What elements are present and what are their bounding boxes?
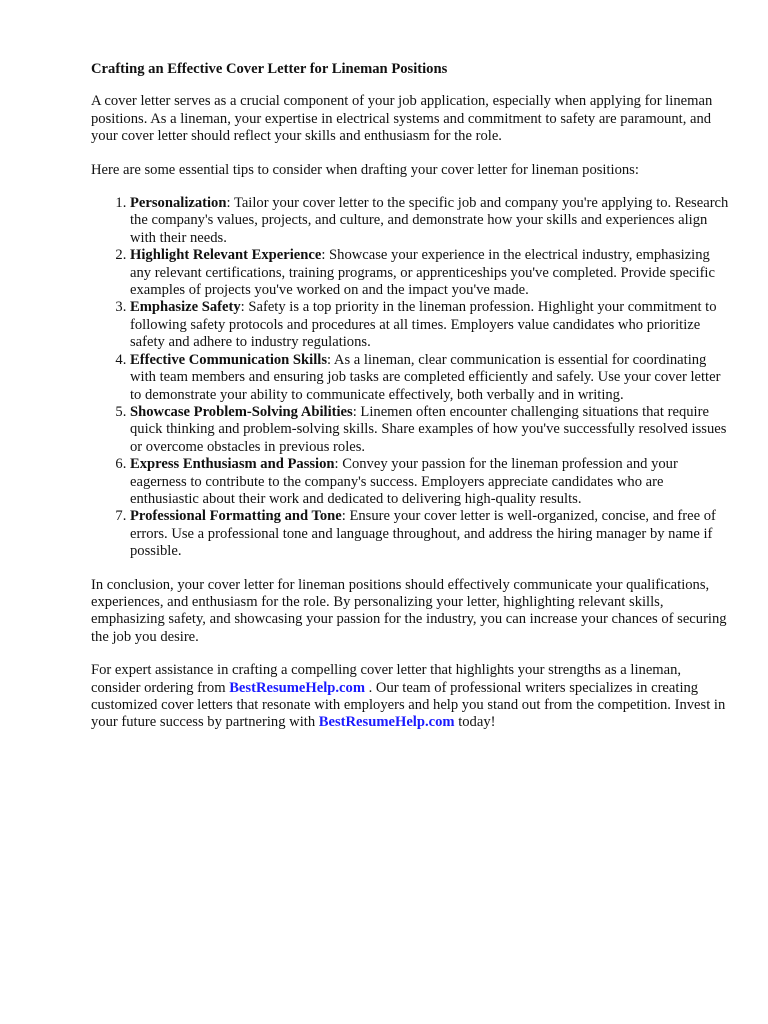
tip-separator: : — [226, 195, 234, 212]
tip-text: Tailor your cover letter to the specific job and company you're applying to. Research the company's values, projects, and culture, and demonstrate how your skills and experiences align with their needs. — [130, 195, 729, 246]
list-item — [130, 508, 731, 560]
tip-text: Ensure your cover letter is well-organized, concise, and free of errors. Use a professional tone and language throughout, and address the hiring manager by name if possible. — [130, 508, 716, 560]
tip-separator: : — [352, 403, 361, 420]
tip-text: Showcase your experience in the electrical industry, emphasizing any relevant certifications, training programs, or apprenticeships you've completed. Provide specific examples of projects you've worked on and the impact you've made. — [130, 247, 715, 299]
tip-term: Emphasize Safety — [130, 299, 241, 316]
tip-separator: : — [334, 456, 343, 473]
tips-intro-paragraph: Here are some essential tips to consider when drafting your cover letter for lineman positions: — [91, 161, 639, 178]
tip-separator: : — [327, 351, 334, 368]
cta-text-1: For expert assistance in crafting a compelling cover letter that highlights your strengths as a lineman, consider ordering from — [91, 662, 682, 696]
tip-text: As a lineman, clear communication is essential for coordinating with team members and ensuring job tasks are completed efficiently and safely. Use your cover letter to demonstrate your ability to communicate effectively, both verbally and in writing. — [130, 351, 721, 403]
list-item — [130, 195, 731, 247]
tip-separator: : — [341, 508, 350, 525]
tip-text: Linemen often encounter challenging situations that require quick thinking and problem-solving skills. Share examples of how you've successfully resolved issues or overcome obstacles in previous roles. — [130, 403, 727, 455]
tip-separator: : — [321, 247, 330, 264]
tip-term: Personalization — [130, 195, 227, 212]
cta-text-2: . Our team of professional writers specializes in creating customized cover letters that resonate with employers and help you stand out from the competition. Invest in your future success by partnering with — [91, 679, 726, 731]
tip-term: Showcase Problem-Solving Abilities — [130, 403, 353, 420]
tip-term: Effective Communication Skills — [130, 351, 328, 368]
intro-paragraph: A cover letter serves as a crucial component of your job application, especially when applying for lineman positions. As a lineman, your expertise in electrical systems and commitment to safety are paramount, and your cover letter should reflect your skills and enthusiasm for the role. — [91, 93, 713, 145]
list-item — [130, 299, 731, 351]
tips-list — [91, 195, 731, 561]
cta-text-3: today! — [454, 714, 496, 731]
tip-term: Highlight Relevant Experience — [130, 247, 322, 264]
conclusion-paragraph: In conclusion, your cover letter for lineman positions should effectively communicate your qualifications, experiences, and enthusiasm for the role. By personalizing your letter, highlighting relevant skills, emphasizing safety, and showcasing your passion for the industry, you can increase your chances of securing the job you desire. — [91, 576, 727, 645]
bestresumehelp-link-2[interactable]: BestResumeHelp.com — [318, 714, 455, 731]
cta-paragraph — [91, 662, 731, 732]
document-page — [91, 61, 731, 748]
list-item — [130, 404, 731, 456]
list-item — [130, 352, 731, 404]
tip-text: Convey your passion for the lineman profession and your eagerness to contribute to the company's success. Employers appreciate candidates who are enthusiastic about their work and dedicated to delivering high-quality results. — [130, 456, 678, 507]
tip-text: Safety is a top priority in the lineman profession. Highlight your commitment to following safety protocols and procedures at all times. Employers value candidates who prioritize safety and adhere to industry regulations. — [130, 299, 717, 351]
document-title: Crafting an Effective Cover Letter for Lineman Positions — [91, 61, 448, 77]
tip-term: Professional Formatting and Tone — [130, 508, 342, 525]
tip-separator: : — [240, 299, 249, 316]
bestresumehelp-link-1[interactable]: BestResumeHelp.com — [229, 679, 365, 696]
tip-term: Express Enthusiasm and Passion — [130, 456, 335, 473]
list-item — [130, 456, 731, 508]
list-item — [130, 247, 731, 299]
